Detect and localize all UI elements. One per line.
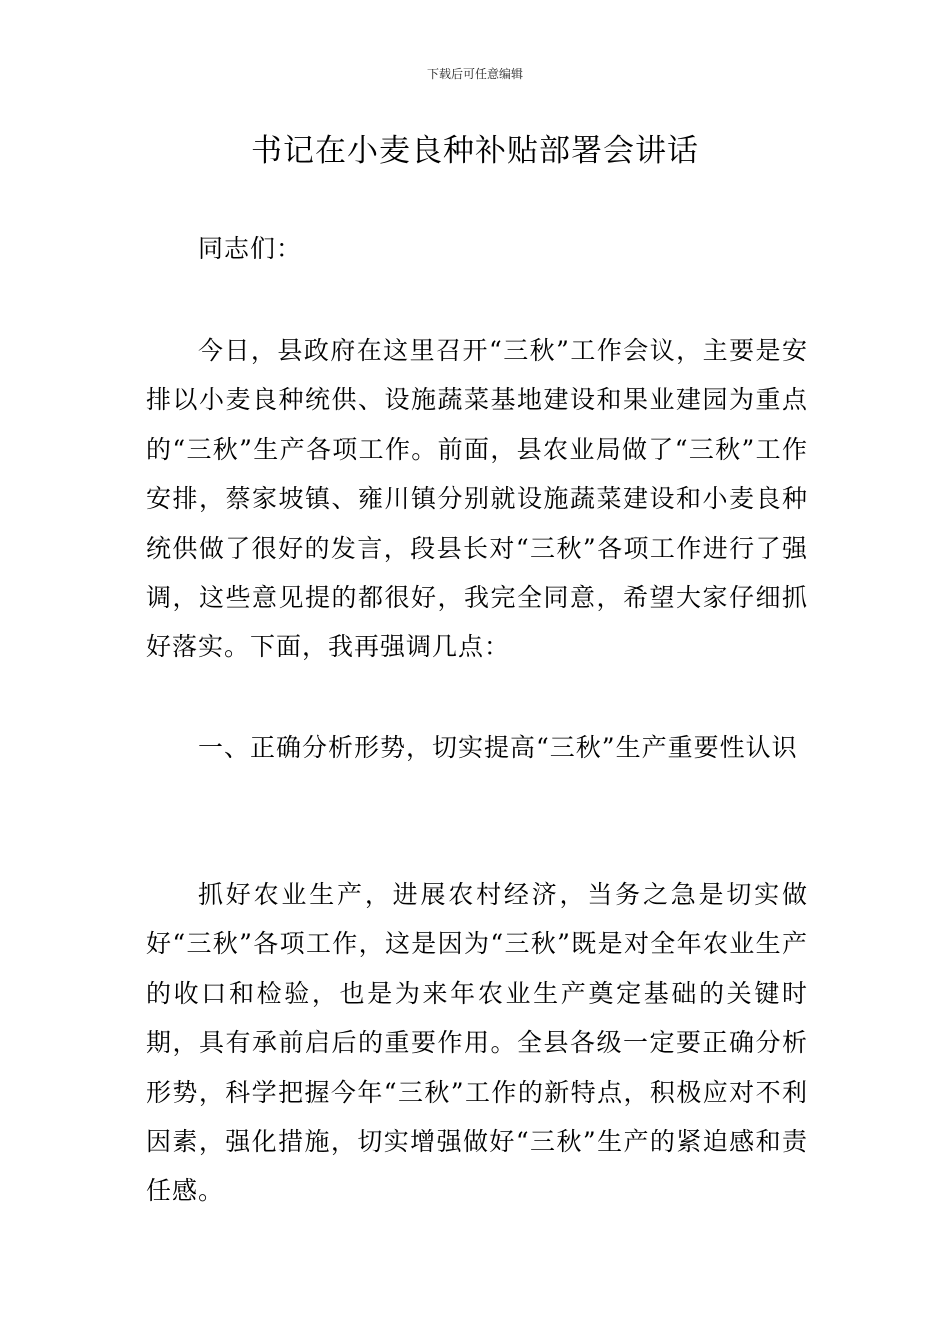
header-note: 下载后可任意编辑 <box>426 67 523 81</box>
paragraph-intro: 今日，县政府在这里召开“三秋”工作会议，主要是安排以小麦良种统供、设施蔬菜基地建设和果业建园为重点的“三秋”生产各项工作。前面，县农业局做了“三秋”工作安排，蔡家坡镇、雍川镇分别就设施蔬菜建设和小麦良种统供做了很好的发言，段县长对“三秋”各项工作进行了强调，这些意见提的都很好，我完全同意，希望大家仔细抓好落实。下面，我再强调几点： <box>146 336 808 662</box>
document-title: 书记在小麦良种补贴部署会讲话 <box>251 133 699 169</box>
greeting: 同志们： <box>198 234 303 263</box>
section-heading-1: 一、正确分析形势，切实提高“三秋”生产重要性认识 <box>198 733 798 762</box>
paragraph-section-1: 抓好农业生产，进展农村经济，当务之急是切实做好“三秋”各项工作，这是因为“三秋”既是对全年农业生产的收口和检验，也是为来年农业生产奠定基础的关键时期，具有承前启后的重要作用。全县各级一定要正确分析形势，科学把握今年“三秋”工作的新特点，积极应对不利因素，强化措施，切实增强做好“三秋”生产的紧迫感和责任感。 <box>146 880 808 1206</box>
